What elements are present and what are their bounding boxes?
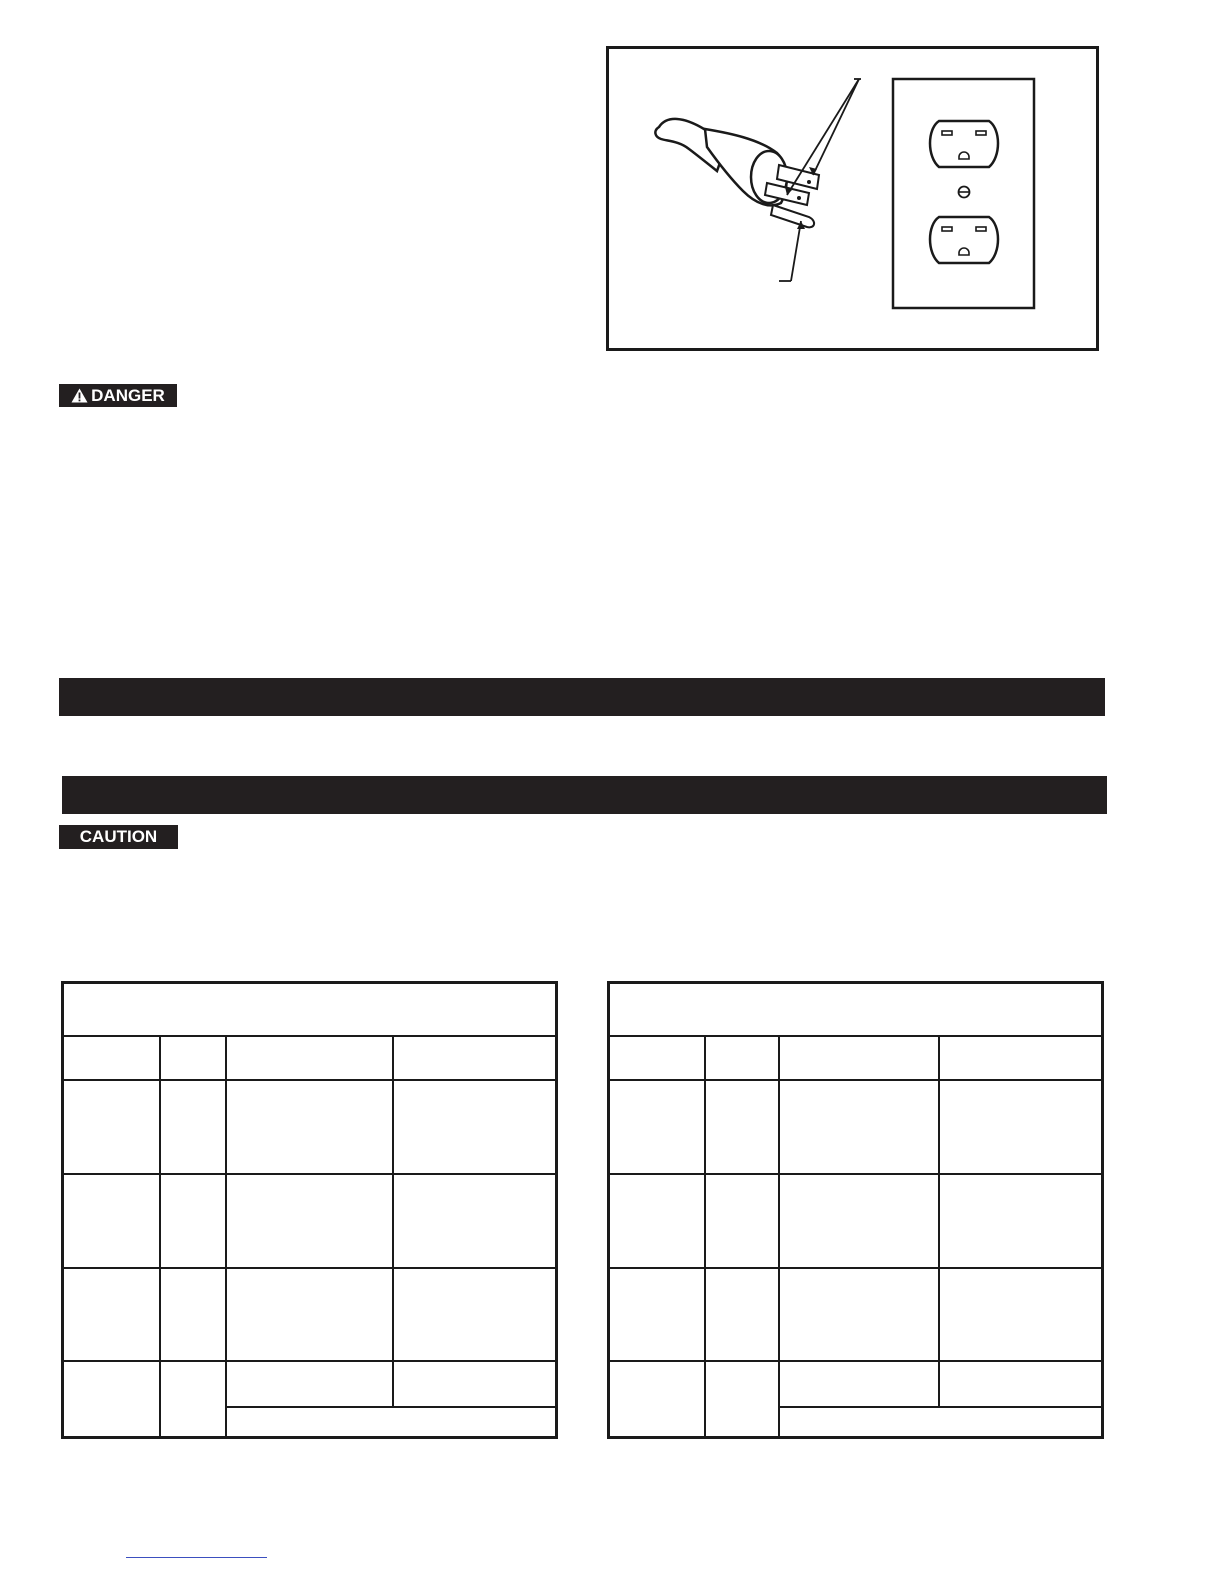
table-rule [392, 1035, 394, 1408]
table-rule [938, 1035, 940, 1408]
table-rule [64, 1035, 555, 1037]
table-rule [704, 1035, 706, 1436]
table-rule [64, 1360, 555, 1362]
table-rule [159, 1035, 161, 1436]
table-rule [610, 1173, 1101, 1175]
footer-link[interactable] [126, 1557, 267, 1558]
table-rule [225, 1406, 555, 1408]
danger-badge [59, 384, 177, 407]
section-header-bar [62, 776, 1107, 814]
table-rule [64, 1079, 555, 1081]
table-rule [225, 1035, 227, 1436]
grounded-plug-and-outlet-icon [609, 49, 1096, 348]
table-rule [778, 1035, 780, 1436]
caution-badge [59, 825, 178, 849]
table-rule [610, 1079, 1101, 1081]
extension-cord-table-left [61, 981, 558, 1439]
warning-triangle-icon [71, 388, 88, 403]
danger-badge-label: DANGER [91, 385, 165, 405]
extension-cord-table-right [607, 981, 1104, 1439]
table-rule [64, 1267, 555, 1269]
table-rule [64, 1173, 555, 1175]
plug-outlet-figure [606, 46, 1099, 351]
table-rule [610, 1035, 1101, 1037]
table-rule [610, 1360, 1101, 1362]
section-header-bar [59, 678, 1105, 716]
table-rule [610, 1267, 1101, 1269]
caution-badge-label: CAUTION [79, 827, 158, 846]
